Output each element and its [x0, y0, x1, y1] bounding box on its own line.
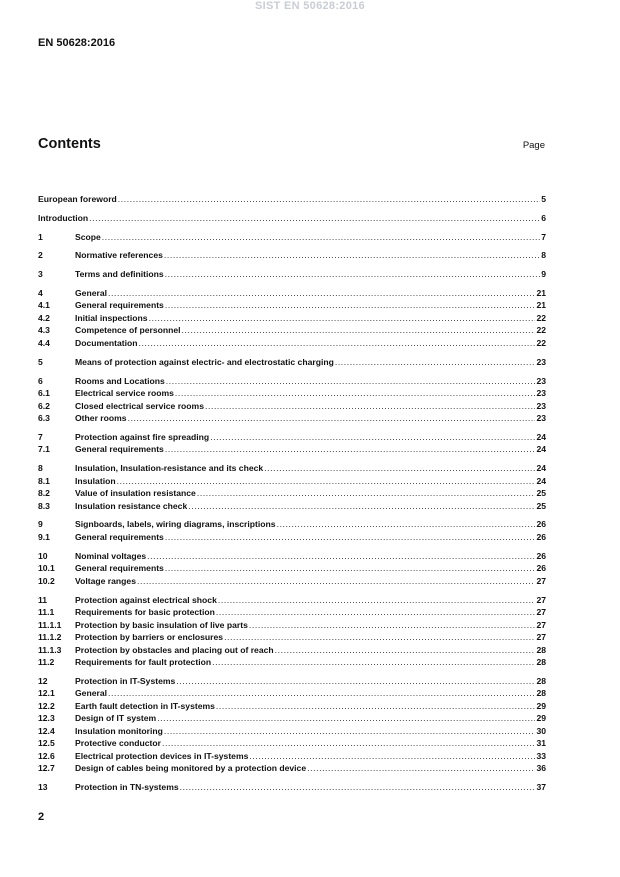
- toc-dot-leader: [164, 725, 536, 738]
- toc-dot-leader: [205, 400, 535, 413]
- toc-dot-leader: [102, 231, 540, 244]
- toc-entry-title: Insulation, Insulation-resistance and its check: [75, 463, 264, 474]
- toc-entry[interactable]: [38, 443, 546, 456]
- toc-entry-page: 22: [536, 312, 546, 323]
- toc-entry-page: 5: [541, 194, 546, 204]
- toc-entry[interactable]: [38, 781, 546, 794]
- toc-dot-leader: [165, 562, 536, 575]
- toc-entry-title: Electrical service rooms: [75, 388, 174, 399]
- toc-dot-leader: [137, 575, 535, 588]
- toc-entry-number: 8.3: [38, 500, 50, 511]
- toc-entry[interactable]: [38, 606, 546, 619]
- toc-entry-page: 31: [536, 738, 546, 749]
- toc-dot-leader: [165, 268, 541, 281]
- toc-entry-title: Requirements for basic protection: [75, 607, 215, 618]
- toc-entry-page: 22: [536, 325, 546, 336]
- toc-dot-leader: [218, 594, 536, 607]
- toc-entry[interactable]: [38, 631, 546, 644]
- toc-entry-title: Protection by obstacles and placing out of reach: [75, 644, 274, 655]
- toc-entry[interactable]: [38, 500, 546, 513]
- toc-entry-title: General requirements: [75, 444, 164, 455]
- toc-entry[interactable]: [38, 656, 546, 669]
- toc-entry-number: 12.2: [38, 700, 55, 711]
- toc-entry-page: 28: [536, 688, 546, 699]
- toc-entry[interactable]: [38, 287, 546, 300]
- toc-dot-leader: [165, 299, 536, 312]
- toc-entry-title: Nominal voltages: [75, 550, 147, 561]
- toc-entry-page: 25: [536, 500, 546, 511]
- toc-entry-page: 24: [536, 475, 546, 486]
- toc-entry-title: Protection in IT-Systems: [75, 675, 176, 686]
- toc-entry[interactable]: [38, 531, 546, 544]
- toc-entry-page: 36: [536, 763, 546, 774]
- toc-dot-leader: [182, 324, 536, 337]
- toc-entry-title: Voltage ranges: [75, 575, 136, 586]
- toc-dot-leader: [149, 312, 536, 325]
- toc-entry-number: 8.2: [38, 488, 50, 499]
- toc-dot-leader: [216, 606, 536, 619]
- toc-entry-number: 10: [38, 550, 48, 561]
- toc-entry-page: 29: [536, 700, 546, 711]
- page-column-label: Page: [522, 140, 545, 151]
- toc-entry[interactable]: [38, 619, 546, 632]
- toc-dot-leader: [275, 644, 536, 657]
- toc-entry-page: 27: [536, 632, 546, 643]
- toc-dot-leader: [165, 443, 536, 456]
- toc-entry-number: 2: [38, 250, 43, 261]
- toc-entry[interactable]: [38, 231, 546, 244]
- toc-entry-page: 8: [541, 250, 546, 261]
- toc-entry[interactable]: [38, 212, 546, 225]
- toc-entry-page: 22: [536, 337, 546, 348]
- toc-dot-leader: [164, 249, 540, 262]
- toc-dot-leader: [147, 550, 535, 563]
- toc-entry-page: 24: [536, 463, 546, 474]
- toc-entry[interactable]: [38, 737, 546, 750]
- toc-entry-title: Insulation resistance check: [75, 500, 188, 511]
- toc-entry-page: 23: [536, 413, 546, 424]
- toc-dot-leader: [264, 462, 535, 475]
- toc-entry-title: Scope: [75, 231, 101, 242]
- toc-entry-page: 26: [536, 519, 546, 530]
- toc-entry-number: 12.7: [38, 763, 55, 774]
- toc-entry-title: Protection in TN-systems: [75, 782, 179, 793]
- toc-entry-number: 9.1: [38, 531, 50, 542]
- toc-entry-title: Documentation: [75, 337, 138, 348]
- toc-entry-title: Initial inspections: [75, 312, 148, 323]
- toc-entry-number: 12.1: [38, 688, 55, 699]
- toc-entry-page: 27: [536, 607, 546, 618]
- toc-dot-leader: [162, 737, 535, 750]
- toc-entry-number: 7: [38, 431, 43, 442]
- toc-entry-title: European foreword: [38, 194, 117, 204]
- toc-entry-page: 28: [536, 657, 546, 668]
- toc-entry[interactable]: [38, 762, 546, 775]
- toc-entry-page: 29: [536, 713, 546, 724]
- toc-entry-page: 27: [536, 575, 546, 586]
- toc-entry-page: 23: [536, 388, 546, 399]
- toc-entry-page: 27: [536, 594, 546, 605]
- toc-entry[interactable]: [38, 375, 546, 388]
- toc-entry-number: 4.2: [38, 312, 50, 323]
- toc-entry-page: 26: [536, 531, 546, 542]
- toc-dot-leader: [157, 712, 535, 725]
- toc-dot-leader: [176, 675, 535, 688]
- toc-entry-title: Requirements for fault protection: [75, 657, 212, 668]
- toc-entry[interactable]: [38, 249, 546, 262]
- toc-entry[interactable]: [38, 324, 546, 337]
- toc-entry[interactable]: [38, 412, 546, 425]
- toc-entry-title: General: [75, 688, 108, 699]
- toc-entry-title: Rooms and Locations: [75, 375, 165, 386]
- toc-entry-page: 26: [536, 563, 546, 574]
- toc-entry[interactable]: [38, 268, 546, 281]
- toc-dot-leader: [224, 631, 535, 644]
- document-id: EN 50628:2016: [38, 37, 116, 49]
- toc-entry[interactable]: [38, 387, 546, 400]
- toc-dot-leader: [89, 212, 540, 225]
- toc-entry-page: 28: [536, 644, 546, 655]
- toc-dot-leader: [249, 750, 535, 763]
- toc-dot-leader: [166, 375, 536, 388]
- toc-entry-title: Signboards, labels, wiring diagrams, inscriptions: [75, 519, 276, 530]
- toc-entry-page: 21: [536, 300, 546, 311]
- table-of-contents: [38, 193, 546, 794]
- toc-entry[interactable]: [38, 550, 546, 563]
- toc-entry-page: 27: [536, 619, 546, 630]
- toc-entry-title: Protection by basic insulation of live parts: [75, 619, 248, 630]
- toc-entry-number: 7.1: [38, 444, 50, 455]
- toc-entry-number: 6.3: [38, 413, 50, 424]
- toc-entry-page: 37: [536, 782, 546, 793]
- toc-entry-page: 33: [536, 750, 546, 761]
- toc-entry-number: 12.3: [38, 713, 55, 724]
- toc-entry-title: General requirements: [75, 563, 164, 574]
- toc-entry-number: 6.1: [38, 388, 50, 399]
- toc-entry-title: Value of insulation resistance: [75, 488, 196, 499]
- toc-entry-number: 13: [38, 782, 48, 793]
- page-number: 2: [38, 811, 45, 823]
- toc-dot-leader: [175, 387, 536, 400]
- toc-entry-page: 24: [536, 431, 546, 442]
- toc-entry-number: 12.6: [38, 750, 55, 761]
- toc-entry-title: Normative references: [75, 250, 163, 261]
- toc-entry-page: 25: [536, 488, 546, 499]
- toc-entry[interactable]: [38, 562, 546, 575]
- toc-entry-number: 6: [38, 375, 43, 386]
- toc-entry-title: General: [75, 287, 108, 298]
- toc-dot-leader: [180, 781, 536, 794]
- toc-entry-number: 12: [38, 675, 48, 686]
- toc-entry-title: Other rooms: [75, 413, 127, 424]
- toc-entry-number: 11.1: [38, 607, 55, 618]
- toc-entry[interactable]: [38, 193, 546, 206]
- toc-entry-title: Competence of personnel: [75, 325, 181, 336]
- toc-entry-title: Protective conductor: [75, 738, 161, 749]
- toc-entry-number: 8: [38, 463, 43, 474]
- toc-entry-page: 21: [536, 287, 546, 298]
- toc-entry-number: 10.2: [38, 575, 55, 586]
- toc-entry-title: Insulation: [75, 475, 116, 486]
- toc-entry-title: Protection against fire spreading: [75, 431, 210, 442]
- toc-dot-leader: [307, 762, 535, 775]
- toc-entry-title: Design of cables being monitored by a protection device: [75, 763, 307, 774]
- toc-entry-page: 7: [541, 231, 546, 242]
- toc-dot-leader: [165, 531, 536, 544]
- toc-entry-title: Protection against electrical shock: [75, 594, 217, 605]
- toc-entry[interactable]: [38, 750, 546, 763]
- toc-entry[interactable]: [38, 299, 546, 312]
- toc-dot-leader: [277, 518, 536, 531]
- toc-entry[interactable]: [38, 575, 546, 588]
- toc-entry[interactable]: [38, 687, 546, 700]
- toc-entry-number: 12.5: [38, 738, 55, 749]
- toc-entry[interactable]: [38, 356, 546, 369]
- toc-dot-leader: [117, 475, 536, 488]
- toc-entry[interactable]: [38, 400, 546, 413]
- toc-entry-number: 11.2: [38, 657, 55, 668]
- toc-entry-number: 3: [38, 269, 43, 280]
- contents-title: Contents: [38, 136, 101, 152]
- toc-dot-leader: [118, 193, 540, 206]
- toc-entry[interactable]: [38, 487, 546, 500]
- toc-entry-page: 23: [536, 356, 546, 367]
- toc-entry[interactable]: [38, 462, 546, 475]
- toc-entry-title: Insulation monitoring: [75, 725, 163, 736]
- toc-entry-page: 23: [536, 375, 546, 386]
- toc-entry[interactable]: [38, 431, 546, 444]
- toc-dot-leader: [128, 412, 536, 425]
- toc-entry-title: Design of IT system: [75, 713, 157, 724]
- toc-entry-number: 9: [38, 519, 43, 530]
- toc-entry-page: 6: [541, 212, 546, 223]
- toc-dot-leader: [197, 487, 536, 500]
- toc-dot-leader: [216, 700, 536, 713]
- toc-entry-page: 9: [541, 269, 546, 280]
- toc-entry[interactable]: [38, 725, 546, 738]
- toc-dot-leader: [210, 431, 535, 444]
- toc-entry-title: Closed electrical service rooms: [75, 400, 204, 411]
- toc-entry-number: 11.1.1: [38, 619, 62, 630]
- toc-entry-number: 1: [38, 231, 43, 242]
- toc-entry-title: Earth fault detection in IT-systems: [75, 700, 215, 711]
- toc-entry-title: Terms and definitions: [75, 269, 164, 280]
- toc-entry[interactable]: [38, 712, 546, 725]
- toc-entry[interactable]: [38, 475, 546, 488]
- toc-entry-title: Means of protection against electric- and electrostatic charging: [75, 356, 334, 367]
- toc-entry-title: General requirements: [75, 531, 164, 542]
- toc-entry[interactable]: [38, 644, 546, 657]
- toc-entry-number: 12.4: [38, 725, 55, 736]
- toc-entry-title: Introduction: [38, 212, 89, 223]
- toc-entry[interactable]: [38, 675, 546, 688]
- toc-dot-leader: [139, 337, 536, 350]
- toc-entry-number: 11.1.3: [38, 644, 62, 655]
- toc-entry-number: 5: [38, 356, 43, 367]
- toc-entry[interactable]: [38, 518, 546, 531]
- toc-entry-number: 4.4: [38, 337, 50, 348]
- toc-dot-leader: [335, 356, 536, 369]
- toc-entry[interactable]: [38, 337, 546, 350]
- toc-dot-leader: [108, 687, 535, 700]
- toc-entry-title: General requirements: [75, 300, 164, 311]
- toc-entry-number: 8.1: [38, 475, 50, 486]
- toc-entry-number: 6.2: [38, 400, 50, 411]
- toc-entry-page: 28: [536, 675, 546, 686]
- toc-dot-leader: [188, 500, 535, 513]
- toc-entry[interactable]: [38, 700, 546, 713]
- toc-dot-leader: [249, 619, 536, 632]
- toc-entry-page: 24: [536, 444, 546, 455]
- toc-entry-number: 11: [38, 594, 48, 605]
- toc-entry-page: 30: [536, 725, 546, 736]
- toc-entry-page: 23: [536, 400, 546, 411]
- toc-dot-leader: [212, 656, 535, 669]
- toc-entry[interactable]: [38, 312, 546, 325]
- toc-entry-number: 11.1.2: [38, 632, 62, 643]
- toc-entry-number: 10.1: [38, 563, 55, 574]
- toc-entry-page: 26: [536, 550, 546, 561]
- toc-entry-number: 4: [38, 287, 43, 298]
- toc-entry-number: 4.3: [38, 325, 50, 336]
- toc-entry[interactable]: [38, 594, 546, 607]
- toc-entry-number: 4.1: [38, 300, 50, 311]
- toc-dot-leader: [108, 287, 535, 300]
- toc-entry-title: Protection by barriers or enclosures: [75, 632, 224, 643]
- watermark: SIST EN 50628:2016: [255, 0, 365, 12]
- toc-entry-title: Electrical protection devices in IT-systems: [75, 750, 249, 761]
